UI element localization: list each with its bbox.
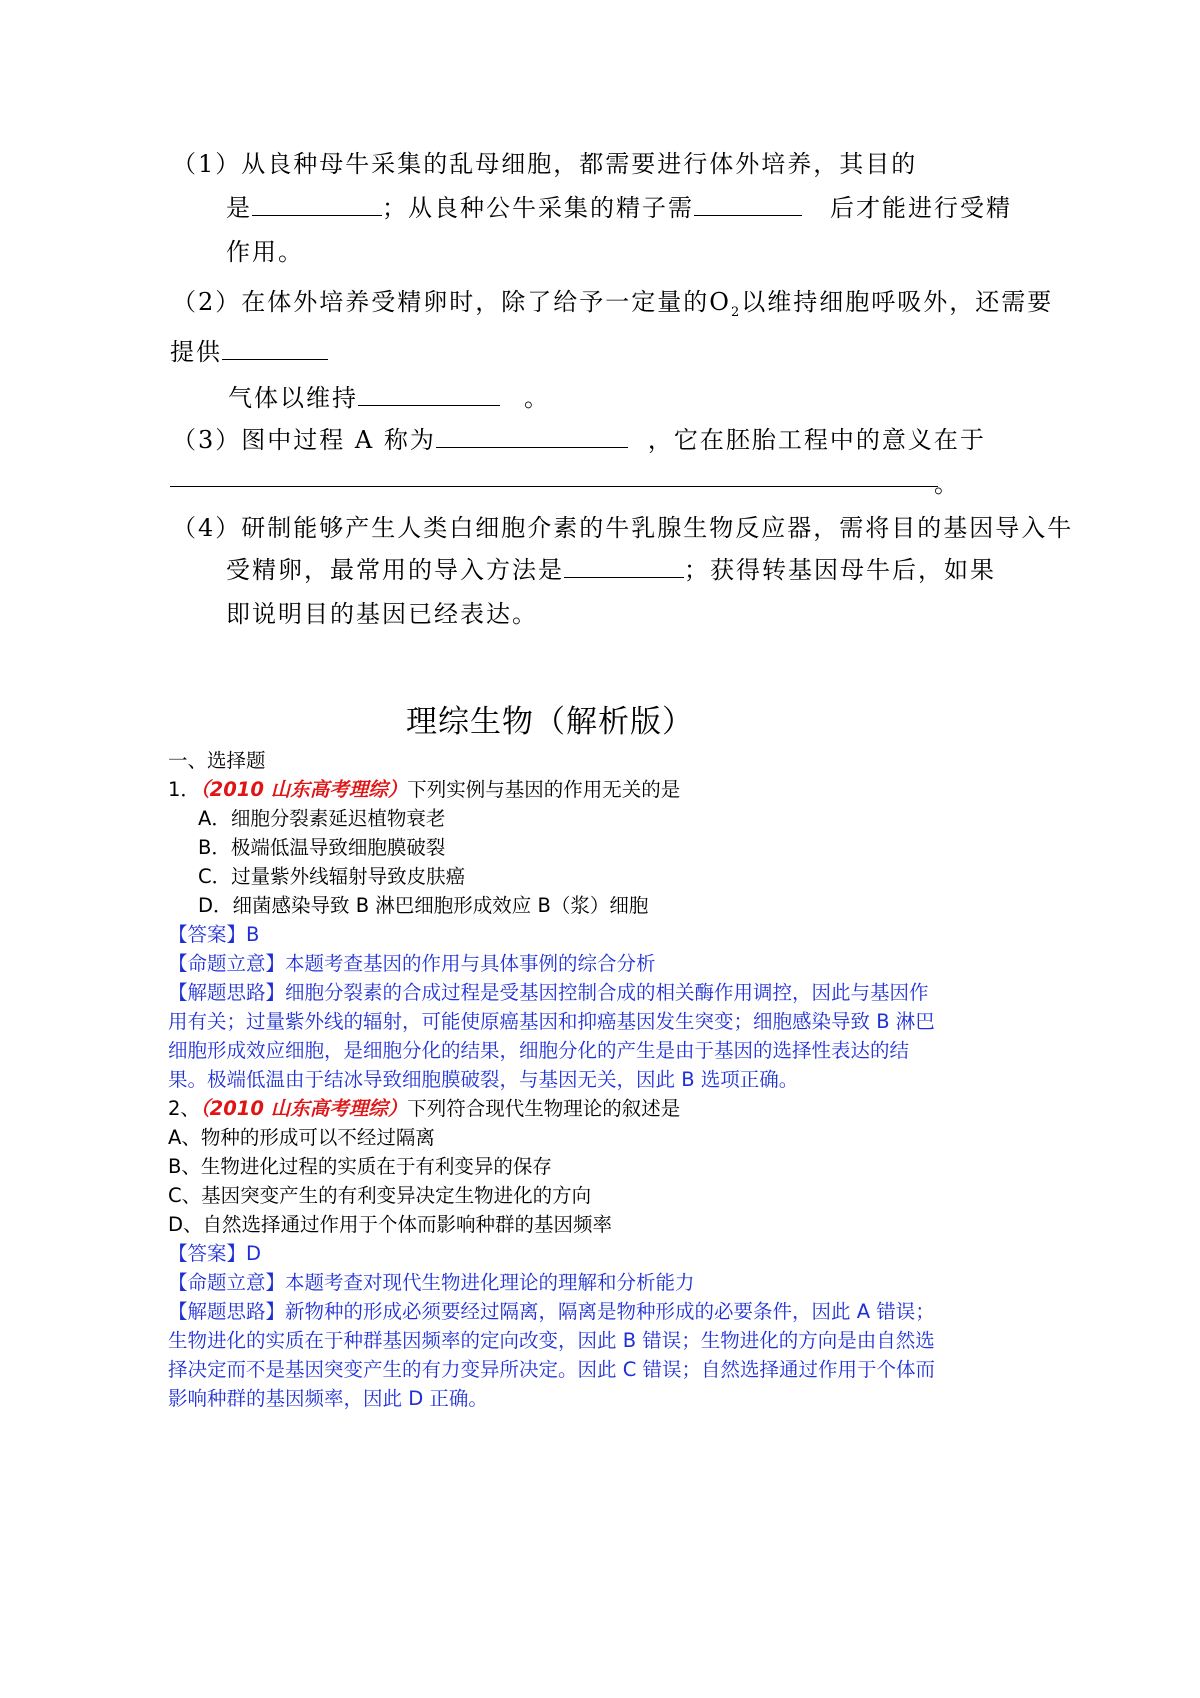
q1-line2 xyxy=(226,188,1012,223)
item2-option-b: B、生物进化过程的实质在于有利变异的保存 xyxy=(168,1155,552,1178)
item2-analysis-line: 影响种群的基因频率，因此 D 正确。 xyxy=(168,1387,488,1410)
item2-number: 2、 xyxy=(168,1097,200,1120)
item1-stem xyxy=(168,776,680,803)
q3-line1-a: （3）图中过程 A 称为 xyxy=(172,426,436,454)
answer-blank-3[interactable] xyxy=(222,335,328,360)
section-heading: 一、选择题 xyxy=(168,749,266,772)
q4-line2-b: ；获得转基因母牛后，如果 xyxy=(684,556,996,584)
q3-line1-b: ，它在胚胎工程中的意义在于 xyxy=(647,426,986,454)
q1-line1: （1）从良种母牛采集的乱母细胞，都需要进行体外培养，其目的 xyxy=(172,150,918,178)
answer-blank-1[interactable] xyxy=(252,191,382,216)
item2-option-a: A、物种的形成可以不经过隔离 xyxy=(168,1126,435,1149)
q2-line2-a: 提供 xyxy=(170,338,222,366)
item2-intent: 【命题立意】本题考查对现代生物进化理论的理解和分析能力 xyxy=(168,1271,695,1294)
item2-analysis-line: 择决定而不是基因突变产生的有力变异所决定。因此 C 错误；自然选择通过作用于个体而 xyxy=(168,1358,936,1381)
q2-line2 xyxy=(170,332,328,367)
answer-blank-2[interactable] xyxy=(694,191,802,216)
item1-option-d: D．细菌感染导致 B 淋巴细胞形成效应 B（浆）细胞 xyxy=(198,894,649,917)
item1-intent: 【命题立意】本题考查基因的作用与具体事例的综合分析 xyxy=(168,952,656,975)
item2-stem xyxy=(168,1095,680,1122)
q2-line1-b: 以维持细胞呼吸外，还需要 xyxy=(741,288,1054,316)
item1-analysis-line: 【解题思路】细胞分裂素的合成过程是受基因控制合成的相关酶作用调控，因此与基因作 xyxy=(168,981,929,1004)
q4-line2-a: 受精卵，最常用的导入方法是 xyxy=(226,556,564,584)
q1-line2-a: 是 xyxy=(226,194,252,222)
item1-analysis-line: 果。极端低温由于结冰导致细胞膜破裂，与基因无关，因此 B 选项正确。 xyxy=(168,1068,799,1091)
q1-line2-c: 后才能进行受精 xyxy=(830,194,1012,222)
item1-source: （2010 山东高考理综） xyxy=(199,778,408,801)
q3-line1 xyxy=(172,420,986,455)
section-title: 理综生物（解析版） xyxy=(406,704,694,740)
item2-option-d: D、自然选择通过作用于个体而影响种群的基因频率 xyxy=(168,1213,613,1236)
item2-analysis-line: 【解题思路】新物种的形成必须要经过隔离，隔离是物种形成的必要条件，因此 A 错误； xyxy=(168,1300,935,1323)
answer-blank-4[interactable] xyxy=(358,381,500,406)
q4-line1: （4）研制能够产生人类白细胞介素的牛乳腺生物反应器，需将目的基因导入牛 xyxy=(172,514,1074,542)
item1-option-b: B．极端低温导致细胞膜破裂 xyxy=(198,836,446,859)
item1-answer: 【答案】B xyxy=(168,923,260,946)
q2-line3-b: 。 xyxy=(524,384,550,412)
item1-analysis-line: 细胞形成效应细胞，是细胞分化的结果，细胞分化的产生是由于基因的选择性表达的结 xyxy=(168,1039,910,1062)
item1-option-c: C．过量紫外线辐射导致皮肤癌 xyxy=(198,865,466,888)
q4-line2 xyxy=(226,550,996,585)
q1-line2-b: ；从良种公牛采集的精子需 xyxy=(382,194,694,222)
item2-answer: 【答案】D xyxy=(168,1242,262,1265)
item1-stem-text: 下列实例与基因的作用无关的是 xyxy=(407,778,681,801)
q1-line3: 作用。 xyxy=(226,238,304,266)
answer-blank-7[interactable] xyxy=(564,553,684,578)
q2-line1-a: （2）在体外培养受精卵时，除了给予一定量的 xyxy=(172,288,710,316)
item1-number: 1． xyxy=(168,778,200,801)
item1-option-a: A．细胞分裂素延迟植物衰老 xyxy=(198,807,446,830)
q2-line3-a: 气体以维持 xyxy=(228,384,358,412)
o2-formula: $O_2$ xyxy=(709,288,742,320)
item2-stem-text: 下列符合现代生物理论的叙述是 xyxy=(407,1097,681,1120)
q4-line3: 即说明目的基因已经表达。 xyxy=(226,600,538,628)
answer-blank-5[interactable] xyxy=(436,423,628,448)
q2-line3 xyxy=(228,378,550,413)
item2-analysis-line: 生物进化的实质在于种群基因频率的定向改变，因此 B 错误；生物进化的方向是由自然选 xyxy=(168,1329,935,1352)
answer-blank-6[interactable] xyxy=(170,466,938,487)
item1-analysis-line: 用有关；过量紫外线的辐射，可能使原癌基因和抑癌基因发生突变；细胞感染导致 B 淋巴 xyxy=(168,1010,935,1033)
item2-option-c: C、基因突变产生的有利变异决定生物进化的方向 xyxy=(168,1184,592,1207)
item2-source: （2010 山东高考理综） xyxy=(199,1097,408,1120)
q2-line1 xyxy=(172,282,1053,320)
q3-end: 。 xyxy=(934,470,960,498)
